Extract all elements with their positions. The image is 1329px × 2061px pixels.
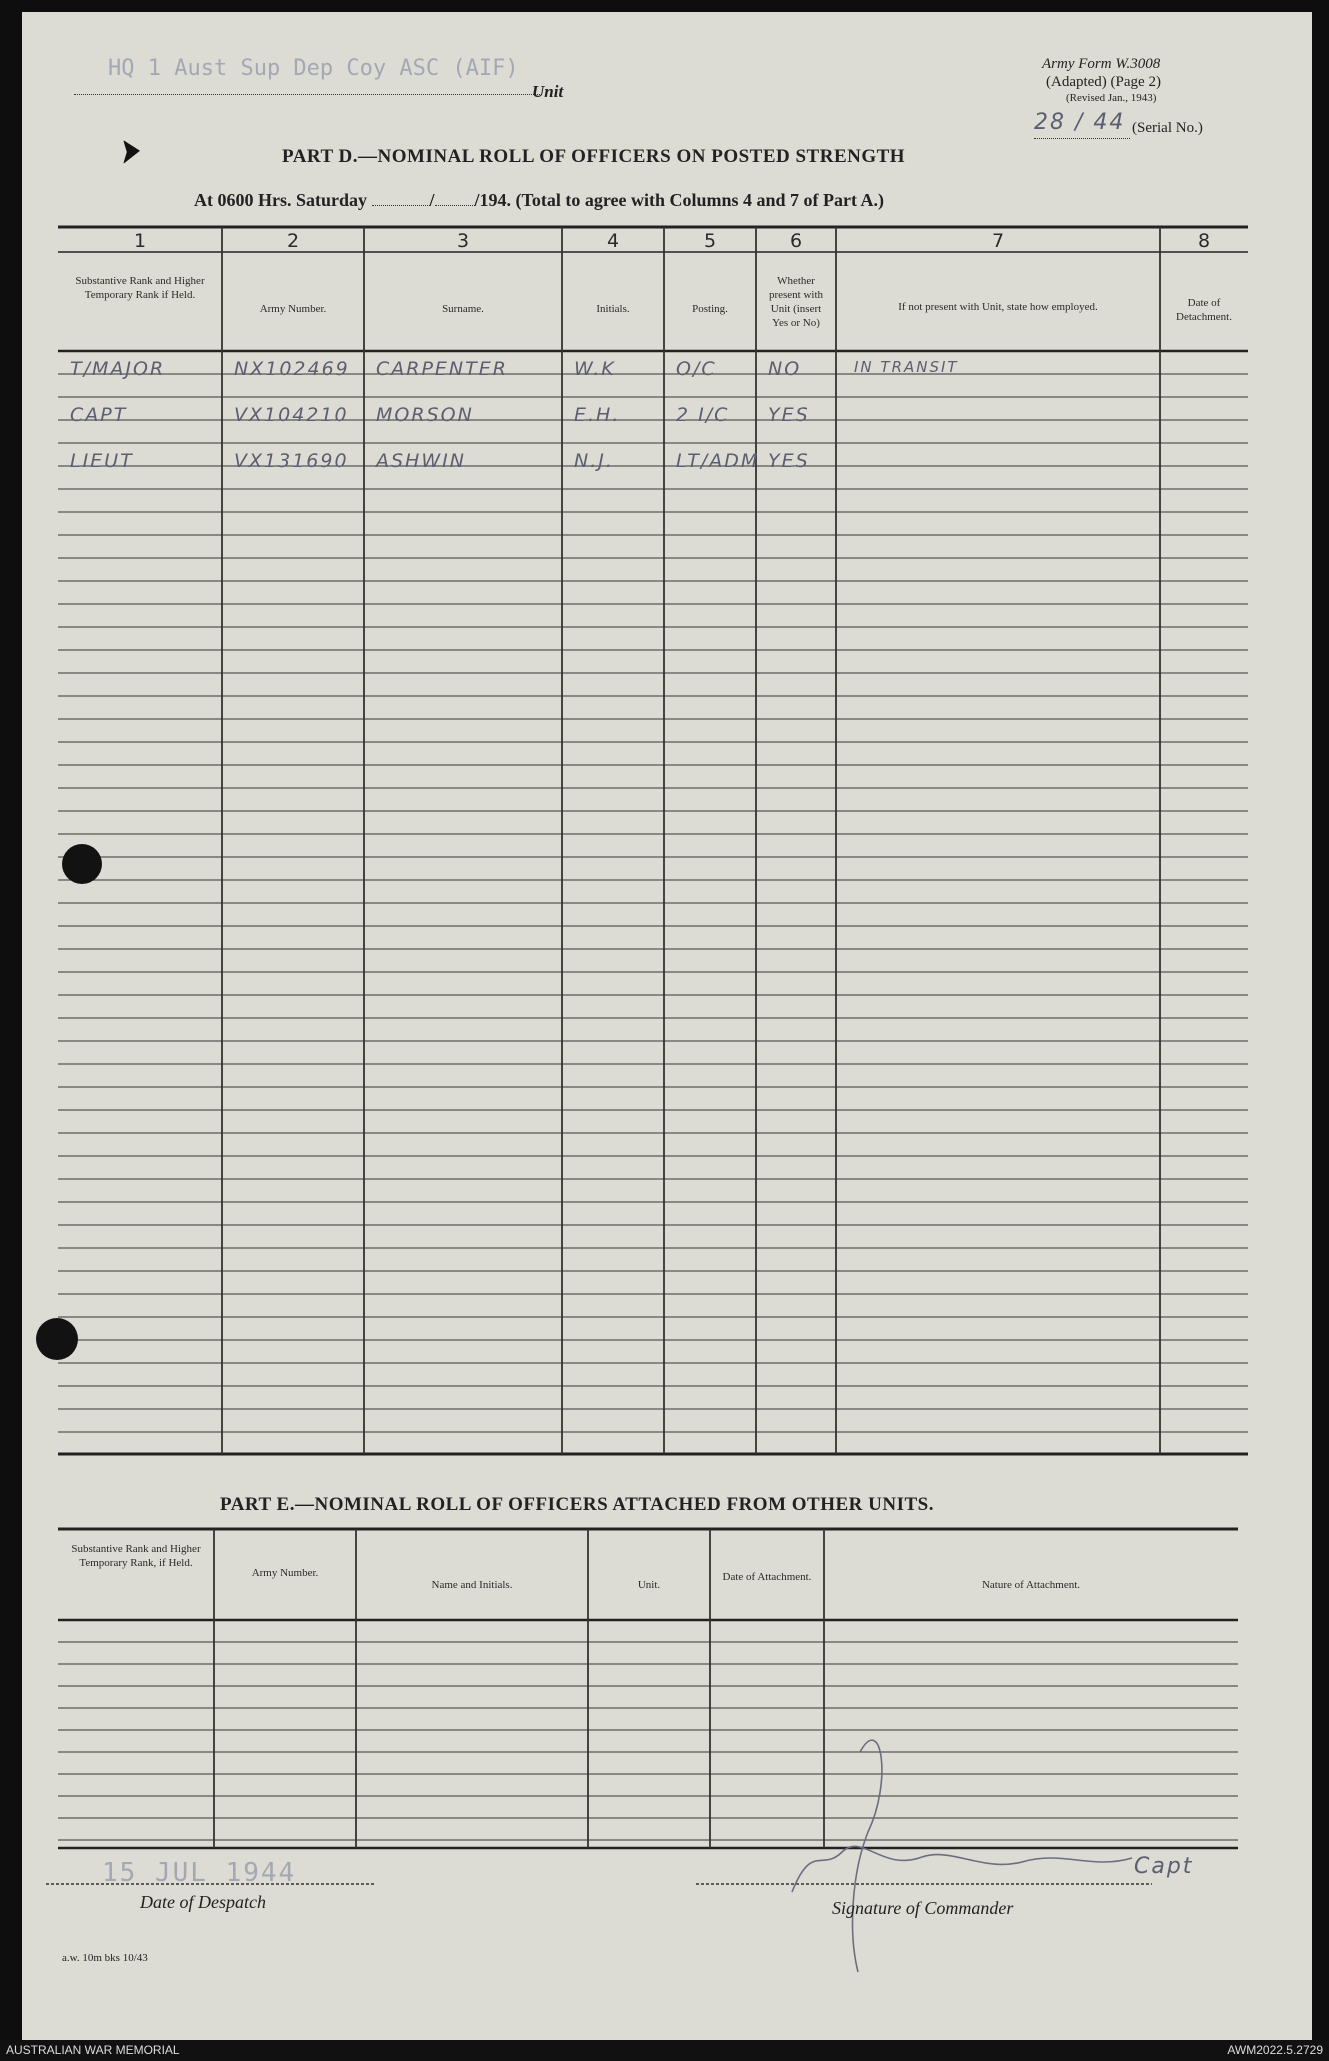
column-header: Date of Detachment. (1176, 297, 1232, 323)
column-number: 8 (1197, 230, 1211, 252)
cell-present: YES (768, 450, 810, 472)
cell-posting: LT/ADM (676, 450, 760, 472)
column-header: Date of Attachment. (722, 1571, 812, 1583)
column-header: Substantive Rank and Higher Temporary Rank, if Held. (71, 1543, 201, 1569)
column-header: If not present with Unit, state how employed. (898, 301, 1098, 313)
serial-value: 28 / 44 (1034, 110, 1126, 135)
form-sheet (22, 12, 1312, 2040)
cell-surname: ASHWIN (376, 450, 466, 472)
cell-surname: CARPENTER (376, 358, 508, 380)
unit-label: Unit (532, 82, 564, 101)
unit-handwritten: HQ 1 Aust Sup Dep Coy ASC (AIF) (108, 56, 519, 81)
cell-number: VX104210 (234, 404, 349, 426)
cell-initials: N.J. (574, 450, 614, 472)
column-number: 4 (606, 230, 620, 252)
subtitle-right: /194. (Total to agree with Columns 4 and 7 of Part A.) (474, 190, 885, 210)
column-header: Whether present with Unit (insert Yes or No) (768, 275, 824, 329)
signature-scribble (792, 1846, 1132, 1892)
column-header: Nature of Attachment. (981, 1579, 1081, 1591)
signature-flourish (853, 1740, 882, 1972)
column-header: Substantive Rank and Higher Temporary Rank if Held. (75, 275, 205, 301)
archive-right: AWM2022.5.2729 (1227, 2043, 1323, 2057)
cell-number: VX131690 (234, 450, 349, 472)
form-revised: (Revised Jan., 1943) (1066, 92, 1157, 104)
despatch-stamp: 15 JUL 1944 (102, 1858, 297, 1888)
column-header: Unit. (637, 1579, 661, 1591)
part-d-grid (22, 12, 1312, 2040)
despatch-label: Date of Despatch (140, 1892, 266, 1912)
column-header: Army Number. (251, 1567, 319, 1579)
column-header: Surname. (442, 303, 484, 315)
part-e-ruled-lines (58, 1642, 1238, 1840)
archive-left: AUSTRALIAN WAR MEMORIAL (6, 2043, 180, 2057)
subtitle-slash: / (429, 190, 435, 210)
cell-employed: IN TRANSIT (854, 358, 959, 376)
cell-initials: W.K (574, 358, 616, 380)
column-number: 5 (703, 230, 717, 252)
part-d-ruled-lines (58, 374, 1248, 1432)
column-header: Posting. (692, 303, 728, 315)
signature-rank: Capt (1134, 1854, 1194, 1879)
cell-initials: E.H. (574, 404, 621, 426)
column-header: Initials. (596, 303, 630, 315)
punch-hole-top (62, 844, 102, 884)
column-number: 1 (133, 230, 147, 252)
form-number: Army Form W.3008 (1042, 56, 1161, 72)
cell-posting: 2 I/C (676, 404, 730, 426)
cell-rank: CAPT (70, 404, 128, 426)
signature-label: Signature of Commander (832, 1898, 1014, 1918)
column-number: 6 (789, 230, 803, 252)
column-header: Name and Initials. (431, 1579, 513, 1591)
column-number: 3 (456, 230, 470, 252)
serial-label: (Serial No.) (1132, 120, 1203, 136)
subtitle-left: At 0600 Hrs. Saturday (194, 190, 368, 210)
cell-number: NX102469 (234, 358, 350, 380)
cell-rank: T/MAJOR (70, 358, 166, 380)
print-code: a.w. 10m bks 10/43 (62, 1952, 148, 1964)
cell-posting: O/C (676, 358, 717, 380)
form-adapted: (Adapted) (Page 2) (1046, 74, 1161, 90)
part-d-title: PART D.—NOMINAL ROLL OF OFFICERS ON POSTED STRENGTH (282, 146, 906, 167)
part-e-title: PART E.—NOMINAL ROLL OF OFFICERS ATTACHED FROM OTHER UNITS. (220, 1494, 934, 1515)
column-number: 7 (991, 230, 1005, 252)
cell-rank: LIEUT (70, 450, 134, 472)
archive-bar (0, 2040, 1329, 2061)
cell-present: NO (768, 358, 802, 380)
column-number: 2 (286, 230, 300, 252)
punch-hole-bottom (36, 1318, 78, 1360)
cell-surname: MORSON (376, 404, 474, 426)
cell-present: YES (768, 404, 810, 426)
column-header: Army Number. (259, 303, 327, 315)
